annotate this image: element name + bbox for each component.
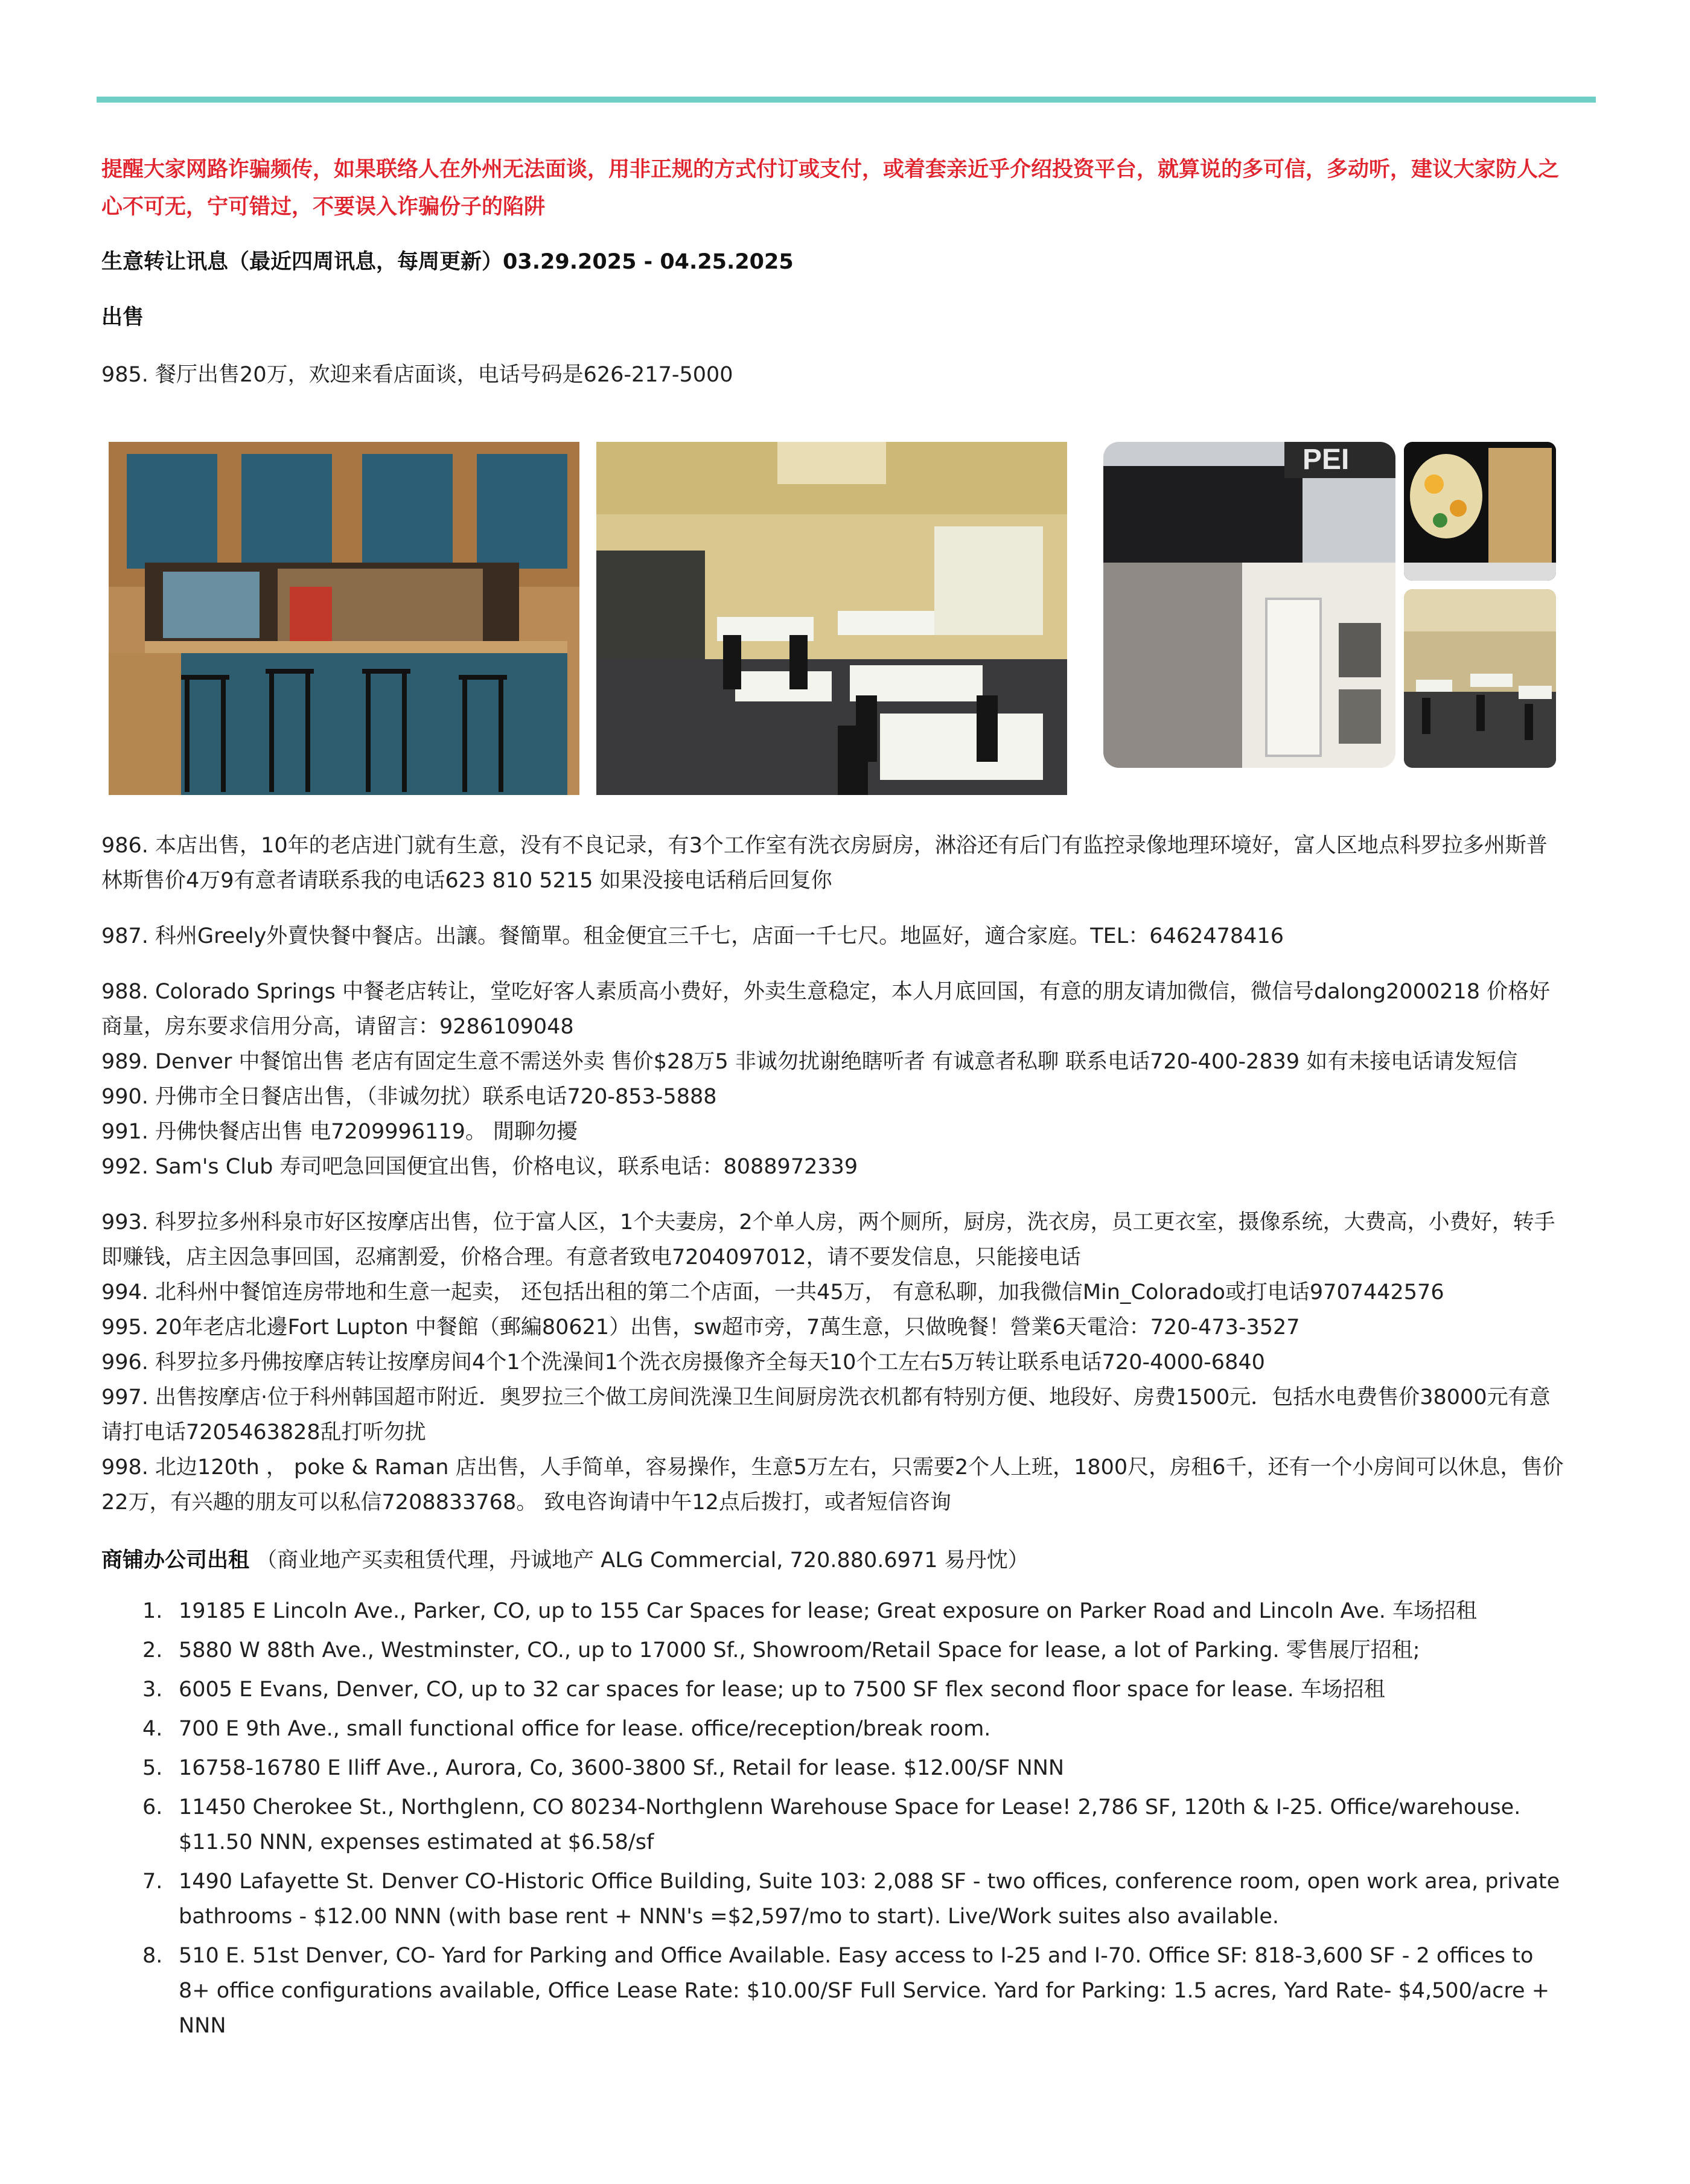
commercial-section-title [101,1543,1568,1578]
listing-989: 989. Denver 中餐馆出售 老店有固定生意不需送外卖 售价$28万5 非诚勿扰谢绝瞎听者 有诚意者私聊 联系电话720-400-2839 如有未接电话请发短信 [101,1050,1518,1074]
lease-item [101,1938,1568,2043]
lease-item [101,1672,1568,1707]
listing-985: 985. 餐厅出售20万，欢迎来看店面谈，电话号码是626-217-5000 [101,363,733,387]
lease-text: 700 E 9th Ave., small functional office for lease. office/reception/break room. [179,1717,991,1741]
lease-number: 4. [142,1717,163,1741]
sale-heading: 出售 [101,305,144,330]
photo-dining-room [596,442,1067,795]
lease-item [101,1594,1568,1629]
commercial-title: 商铺办公司出租 [101,1548,250,1573]
period-heading: 生意转让讯息（最近四周讯息，每周更新）03.29.2025 - 04.25.2025 [101,250,794,274]
listing-998: 998. 北边120th ， poke & Raman 店出售，人手简单，容易操作，生意5万左右，只需要2个人上班，1800尺，房租6千，还有一个小房间可以休息，售价22万，有兴趣的朋友可以私信7208833768。 致电咨询请中午12点后拨打，或者短信咨询 [101,1455,1564,1515]
lease-text: 16758-16780 E Iliff Ave., Aurora, Co, 3600-3800 Sf., Retail for lease. $12.00/SF NNN [179,1756,1065,1780]
listing-993: 993. 科罗拉多州科泉市好区按摩店出售，位于富人区，1个夫妻房，2个单人房，两个厕所，厨房，洗衣房，员工更衣室，摄像系统，大费高，小费好，转手即赚钱，店主因急事回国，忍痛割爱，价格合理。有意者致电7204097012，请不要发信息，只能接电话 [101,1210,1555,1269]
lease-text: 1490 Lafayette St. Denver CO-Historic Office Building, Suite 103: 2,088 SF - two offices, conference room, open work area, private bathrooms - $12.00 NNN (with base rent + NNN's =$2,597/mo to start). Live/Work suites also available. [179,1869,1560,1929]
lease-number: 3. [142,1678,163,1702]
content [101,151,1568,2048]
listing-992: 992. Sam's Club 寿司吧急回国便宜出售，价格电议，联系电话：8088972339 [101,1155,858,1179]
lease-item [101,1790,1568,1860]
lease-text: 11450 Cherokee St., Northglenn, CO 80234-Northglenn Warehouse Space for Lease! 2,786 SF, 120th & I-25. Office/warehouse. $11.50 NNN, expenses estimated at $6.58/sf [179,1795,1521,1854]
photo-storefront [1103,442,1395,768]
listing-988: 988. Colorado Springs 中餐老店转让，堂吃好客人素质高小费好，外卖生意稳定，本人月底回国，有意的朋友请加微信，微信号dalong2000218 价格好商量，房东要求信用分高，请留言：9286109048 [101,980,1551,1039]
lease-text: 510 E. 51st Denver, CO- Yard for Parking and Office Available. Easy access to I-25 and I-70. Office SF: 818-3,600 SF - 2 offices to 8+ office configurations available, Office Lease Rate: $10.00/SF Full Service. Yard for Parking: 1.5 acres, Yard Rate- $4,500/acre + NNN [179,1944,1550,2038]
lease-item [101,1711,1568,1746]
photo-dining-room-2 [1404,589,1556,768]
listing-990: 990. 丹佛市全日餐店出售，（非诚勿扰）联系电话720-853-5888 [101,1085,717,1109]
photo-bar-interior [109,442,579,795]
lease-number: 8. [142,1944,163,1968]
lease-item [101,1751,1568,1786]
sign-text: PEI [1303,444,1350,476]
listing-997: 997. 出售按摩店·位于科州韩国超市附近．奥罗拉三个做工房间洗澡卫生间厨房洗衣机都有特别方便、地段好、房费1500元．包括水电费售价38000元有意请打电话7205463828乱打听勿扰 [101,1385,1551,1445]
lease-number: 6. [142,1795,163,1819]
photo-food [1404,442,1556,581]
lease-number: 2. [142,1638,163,1662]
lease-text: 5880 W 88th Ave., Westminster, CO., up to 17000 Sf., Showroom/Retail Space for lease, a lot of Parking. 零售展厅招租; [179,1638,1420,1662]
lease-list [101,1594,1568,2043]
lease-number: 7. [142,1869,163,1894]
lease-text: 6005 E Evans, Denver, CO, up to 32 car spaces for lease; up to 7500 SF flex second floor space for lease. 车场招租 [179,1678,1385,1702]
listing-991: 991. 丹佛快餐店出售 电7209996119。 閒聊勿擾 [101,1120,578,1144]
listing-994: 994. 北科州中餐馆连房带地和生意一起卖， 还包括出租的第二个店面，一共45万， 有意私聊，加我微信Min_Colorado或打电话9707442576 [101,1280,1444,1304]
lease-text: 19185 E Lincoln Ave., Parker, CO, up to 155 Car Spaces for lease; Great exposure on Parker Road and Lincoln Ave. 车场招租 [179,1599,1477,1623]
restaurant-photos [101,435,1568,808]
listing-996: 996. 科罗拉多丹佛按摩店转让按摩房间4个1个洗澡间1个洗衣房摄像齐全每天10个工左右5万转让联系电话720-4000-6840 [101,1350,1265,1375]
lease-item [101,1633,1568,1668]
listing-986: 986. 本店出售，10年的老店进门就有生意，没有不良记录，有3个工作室有洗衣房厨房，淋浴还有后门有监控录像地理环境好，富人区地点科罗拉多州斯普林斯售价4万9有意者请联系我的电话623 810 5215 如果没接电话稍后回复你 [101,834,1548,893]
listing-987: 987. 科州Greely外賣快餐中餐店。出讓。餐簡單。租金便宜三千七，店面一千七尺。地區好，適合家庭。TEL：6462478416 [101,924,1284,948]
lease-number: 1. [142,1599,163,1623]
commercial-agent: （商业地产买卖租赁代理，丹诚地产 ALG Commercial, 720.880.6971 易丹忱） [256,1548,1029,1573]
lease-number: 5. [142,1756,163,1780]
fraud-warning: 提醒大家网路诈骗频传，如果联络人在外州无法面谈，用非正规的方式付订或支付，或着套亲近乎介绍投资平台，就算说的多可信，多动听，建议大家防人之心不可无，宁可错过，不要误入诈骗份子的陷阱 [101,158,1560,219]
lease-item [101,1864,1568,1934]
header-rule [97,97,1596,103]
listing-995: 995. 20年老店北邊Fort Lupton 中餐館（郵編80621）出售，sw超市旁，7萬生意，只做晚餐！營業6天電洽：720-473-3527 [101,1315,1300,1339]
